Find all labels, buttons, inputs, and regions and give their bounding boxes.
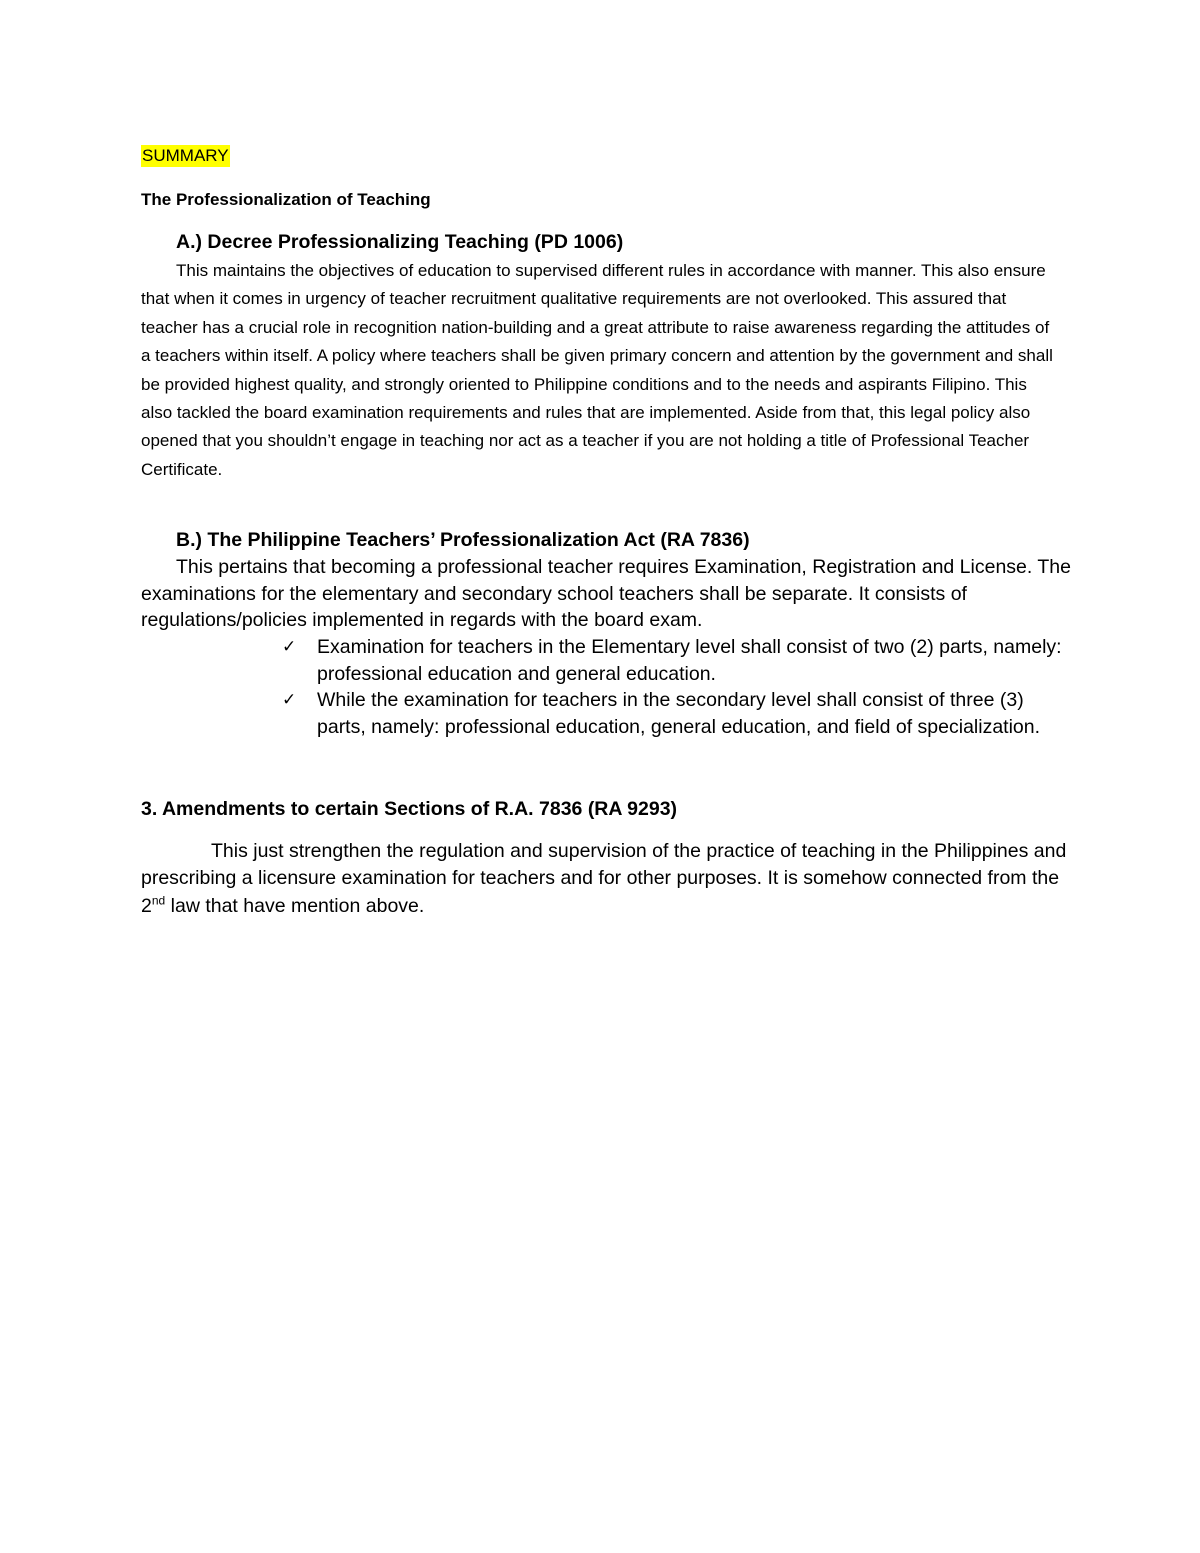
summary-label: SUMMARY <box>142 146 229 165</box>
ordinal-superscript: nd <box>151 893 166 908</box>
check-icon: ✓ <box>282 690 297 711</box>
list-item-text: While the examination for teachers in the secondary level shall consist of three (3) parts, namely: professional education, general education, and field of specialization. <box>317 689 1041 738</box>
section-b-heading: B.) The Philippine Teachers’ Professionalization Act (RA 7836) <box>176 529 750 551</box>
section-a-heading: A.) Decree Professionalizing Teaching (PD 1006) <box>176 231 624 253</box>
section-3-text-before: This just strengthen the regulation and supervision of the practice of teaching in the Philippines and prescribing a licensure examination for teachers and for other purposes. It is somehow connected from the 2 <box>141 840 1067 917</box>
section-b-paragraph: This pertains that becoming a professional teacher requires Examination, Registration and License. The examinations for the elementary and secondary school teachers shall be separate. It consists of regulations/policies implemented in regards with the board exam. <box>141 556 1071 632</box>
section-3-text-after: law that have mention above. <box>165 894 425 917</box>
section-b-body <box>141 554 1071 634</box>
list-item <box>282 687 1072 740</box>
section-3-heading: 3. Amendments to certain Sections of R.A. 7836 (RA 9293) <box>141 798 678 820</box>
check-icon: ✓ <box>282 637 297 657</box>
section-3-body <box>141 838 1071 920</box>
document-title: The Professionalization of Teaching <box>141 190 431 209</box>
section-a-paragraph: This maintains the objectives of education to supervised different rules in accordance with manner. This also ensure that when it comes in urgency of teacher recruitment qualitative requirements are not overlooked. This assured that teacher has a crucial role in recognition nation-building and a great attribute to raise awareness regarding the attitudes of a teachers within itself. A policy where teachers shall be given primary concern and attention by the government and shall be provided highest quality, and strongly oriented to Philippine conditions and to the needs and aspirants Filipino. This also tackled the board examination requirements and rules that are implemented. Aside from that, this legal policy also opened that you shouldn’t engage in teaching nor act as a teacher if you are not holding a title of Professional Teacher Certificate. <box>141 261 1053 479</box>
section-b-checklist <box>282 634 1072 740</box>
section-a-body <box>141 257 1061 484</box>
list-item-text: Examination for teachers in the Elementary level shall consist of two (2) parts, namely: professional education and general education. <box>317 636 1062 685</box>
list-item <box>282 634 1072 687</box>
section-3-paragraph <box>141 838 1071 920</box>
